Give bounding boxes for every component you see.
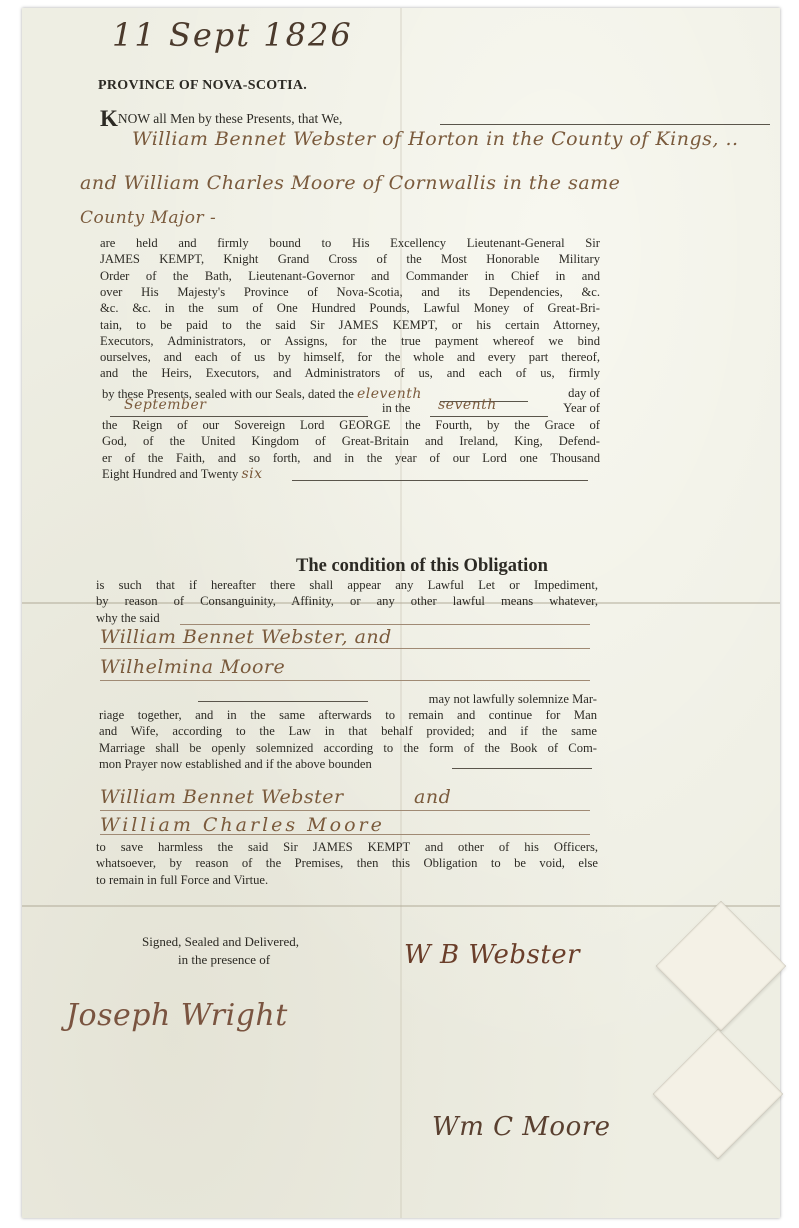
text-line: tain, to be paid to the said Sir JAMES KEMPT, or his certain Attorney, [100,317,600,332]
day-hand: eleventh [356,386,422,402]
text-line: Executors, Administrators, or Assigns, for the true payment whereof we bind [100,333,600,348]
text-line: and the Heirs, Executors, and Administrators of us, and each of us, firmly [100,366,600,381]
province-heading: PROVINCE OF NOVA-SCOTIA. [98,78,308,93]
bounden-line-2: William Charles Moore [100,814,385,836]
text-line: JAMES KEMPT, Knight Grand Cross of the Most Honorable Military [100,252,600,267]
text-line: riage together, and in the same afterwards to remain and continue for Man [99,708,597,722]
party-line-1: William Bennet Webster, and [100,626,392,648]
year-hand-six: six [241,466,263,482]
text-line: God, of the United Kingdom of Great-Britain and Ireland, King, Defend- [102,434,600,449]
fill-line [100,648,590,649]
fill-line [292,480,588,481]
text-line: mon Prayer now established and if the above bounden [99,756,372,771]
year-of-text: Year of [563,401,600,415]
day-of-text: day of [568,386,600,400]
text-line: &c. &c. in the sum of One Hundred Pounds, Lawful Money of Great-Bri- [100,301,600,316]
fill-line [110,416,368,417]
fill-line [100,680,590,681]
webster-signature: W B Webster [404,940,581,970]
fill-line [452,768,592,769]
text-line: to remain in full Force and Virtue. [96,872,269,887]
bonder-line-3: County Major - [80,208,217,228]
condition-title: The condition of this Obligation [296,556,548,576]
text-line: er of the Faith, and so forth, and in the year of our Lord one Thousand [102,450,600,465]
date-annotation: 11 Sept 1826 [112,16,353,54]
month-hand: September [124,397,207,413]
text-line: Order of the Bath, Lieutenant-Governor and Commander in Chief in and [100,268,600,283]
party-line-2: Wilhelmina Moore [100,656,286,678]
moore-signature: Wm C Moore [432,1112,611,1142]
fill-line [440,124,770,125]
fill-line [180,624,590,625]
text-line: ourselves, and each of us by himself, for the whole and every part thereof, [100,350,600,365]
text-line: is such that if hereafter there shall appear any Lawful Let or Impediment, [96,578,598,592]
text-line: Marriage shall be openly solemnized according to the form of the Book of Com- [99,740,597,755]
seals-text: by these Presents, sealed with our Seals, dated the [102,387,354,401]
bonder-line-2: and William Charles Moore of Cornwallis in the same [80,172,621,194]
year-hand: seventh [438,397,497,413]
eight-text: Eight Hundred and Twenty [102,467,239,481]
text-line: the Reign of our Sovereign Lord GEORGE the Fourth, by the Grace of [102,418,600,432]
text-line: by reason of Consanguinity, Affinity, or any other lawful means whatever, [96,594,598,609]
fill-line [100,834,590,835]
text-line: over His Majesty's Province of Nova-Scotia, and its Dependencies, &c. [100,284,600,299]
fill-line [198,701,368,702]
bounden-and: and [414,786,452,808]
fill-line [100,810,590,811]
signed-line-1: Signed, Sealed and Delivered, [142,934,300,949]
text-line: and Wife, according to the Law in that behalf provided; and if the same [99,724,597,739]
eight-line [102,466,263,482]
marriage-first-line: may not lawfully solemnize Mar- [428,692,597,706]
know-text: NOW all Men by these Presents, that We, [117,111,343,126]
bounden-line-1: William Bennet Webster [100,786,344,808]
text-line: are held and firmly bound to His Excellency Lieutenant-General Sir [100,236,600,250]
text-line: to save harmless the said Sir JAMES KEMPT and other of his Officers, [96,840,598,854]
in-the-text: in the [382,401,411,415]
bonder-line-1: William Bennet Webster of Horton in the County of Kings, .. [132,128,739,150]
signed-line-2: in the presence of [178,952,271,967]
fill-line [430,416,548,417]
text-line: why the said [96,610,160,625]
text-line: whatsoever, by reason of the Premises, then this Obligation to be void, else [96,856,598,871]
drop-cap: K [100,106,118,131]
witness-signature: Joseph Wright [66,998,288,1033]
